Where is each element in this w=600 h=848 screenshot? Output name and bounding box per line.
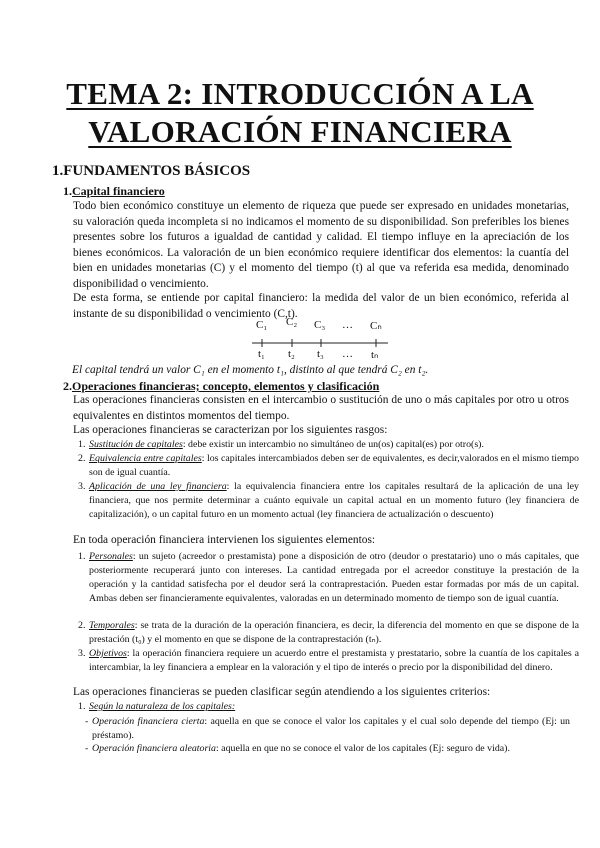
criteria-item-label: Operación financiera aleatoria [92,743,216,754]
list-item-text: : un sujeto (acreedor o prestamista) pone a disposición de otro (deudor o prestatario) uno o más capitales, que posteriormente recuperará junto con intereses. La cantidad entregada por el acreedor constituye la prestación de la operación y la cantidad satisfecha por el deudor será la contraprestación. Pueden estar formadas por más de un capital. Ambas deben ser financieramente equivalentes, valoradas en un determinado momento de tiempo son de igual cuantía. [89,551,579,604]
italic-note: El capital tendrá un valor C₁ en el momento t₁, distinto al que tendrá C₂ en t₂. [72,364,429,376]
paragraph-capital-intro: Todo bien económico constituye un elemento de riqueza que puede ser expresado en unidades monetarias, su valoración queda incompleta si no indicamos el momento de su disponibilidad. Son preferibles los bienes presentes sobre los futuros a igualdad de cantidad y calidad. El tiempo influye en la apreciación de los bienes económicos. La valoración de un bien económico requiere identificar dos elementos: la cuantía del bien en unidades monetarias (C) y el momento del tiempo (t) al que va referida esa medida, denominado disponibilidad o vencimiento. [73,200,569,290]
list-number: 2. [78,620,86,631]
criteria-heading [89,700,579,714]
list-item-label: Temporales [89,620,135,631]
time-label: tₙ [371,349,379,361]
list-item-trait [89,452,579,480]
capital-label: C₂ [286,316,298,328]
bullet-dash: - [85,743,89,754]
subsection-title: Operaciones financieras; concepto, elementos y clasificación [72,379,380,393]
capital-label: … [342,319,353,331]
list-item-label: Personales [89,551,133,562]
list-number: 3. [78,481,86,492]
criteria-item [92,715,570,743]
section-heading: 1.FUNDAMENTOS BÁSICOS [52,163,251,179]
page-title-line-2: VALORACIÓN FINANCIERA [88,114,512,149]
subsection-number: 1. [63,184,72,198]
list-item-trait [89,438,579,452]
list-item-element [89,550,579,606]
list-item-element [89,619,579,647]
list-number: 3. [78,648,86,659]
subsection-heading-operaciones [63,379,379,394]
criteria-label: Según la naturaleza de los capitales: [89,701,236,712]
paragraph-clasificacion-intro: Las operaciones financieras se pueden clasificar según atendiendo a los siguientes criterios: [73,686,491,698]
list-number: 1. [78,439,86,450]
list-number: 2. [78,453,86,464]
paragraph-operaciones-def: Las operaciones financieras consisten en el intercambio o sustitución de uno o más capitales por otro u otros equivalentes en distintos momentos del tiempo. [73,394,569,422]
list-item-text: : se trata de la duración de la operación financiera, es decir, la diferencia del momento en que se dispone de la prestación (t₀) y el momento en que se dispone de la contraprestación (tₙ). [89,620,579,645]
list-item-text: : los capitales intercambiados deben ser de equivalentes, es decir,valorados en el mismo tiempo son de igual cuantía. [89,453,579,478]
capital-label: C₃ [314,319,326,331]
capital-label: C₁ [256,319,268,331]
time-label: … [342,348,353,360]
list-number: 1. [78,551,86,562]
time-label: t₃ [317,348,324,360]
list-item-element [89,647,579,675]
list-item-label: Sustitución de capitales [89,439,183,450]
criteria-item-text: : aquella en que no se conoce el valor de los capitales (Ej: seguro de vida). [215,743,510,754]
paragraph-rasgos-intro: Las operaciones financieras se caracterizan por los siguientes rasgos: [73,424,388,436]
list-number: 1. [78,701,86,712]
list-item-text: : la equivalencia financiera entre los capitales resultará de la aplicación de una ley financiera, que nos permite determinar a cuánto equivale un capital actual en un momento futuro (ley financiera de capitalización), o un capital futuro en un momento actual (ley financiera de actualización o descuento) [89,481,579,520]
paragraph-elementos-intro: En toda operación financiera intervienen los siguientes elementos: [73,534,376,546]
capital-label: Cₙ [370,320,382,332]
subsection-heading-capital [63,184,165,199]
subsection-title: Capital financiero [72,184,165,198]
subsection-number: 2. [63,379,72,393]
time-label: t₁ [258,348,265,360]
page-title-line-1: TEMA 2: INTRODUCCIÓN A LA [66,76,534,111]
time-label: t₂ [288,348,295,360]
criteria-item-label: Operación financiera cierta [92,716,205,727]
list-item-text: : la operación financiera requiere un acuerdo entre el prestamista y prestatario, sobre la cuantía de los capitales a intercambiar, la ley financiera a emplear en la valoración y el tipo de interés o precio por la disponibilidad del dinero. [89,648,579,673]
criteria-item-text: : aquella en que se conoce el valor los capitales y el cual solo depende del tiempo (Ej: un préstamo). [92,716,570,741]
list-item-label: Equivalencia entre capitales [89,453,202,464]
list-item-trait [89,480,579,522]
capital-timeline [250,315,390,365]
list-item-label: Objetivos [89,648,127,659]
criteria-item [92,742,570,756]
bullet-dash: - [85,716,89,727]
list-item-text: : debe existir un intercambio no simultáneo de un(os) capital(es) por otro(s). [182,439,484,450]
paragraph-capital-definition: De esta forma, se entiende por capital financiero: la medida del valor de un bien económico, referida al instante de su disponibilidad o vencimiento (C,t). [73,292,569,320]
list-item-label: Aplicación de una ley financiera [89,481,227,492]
